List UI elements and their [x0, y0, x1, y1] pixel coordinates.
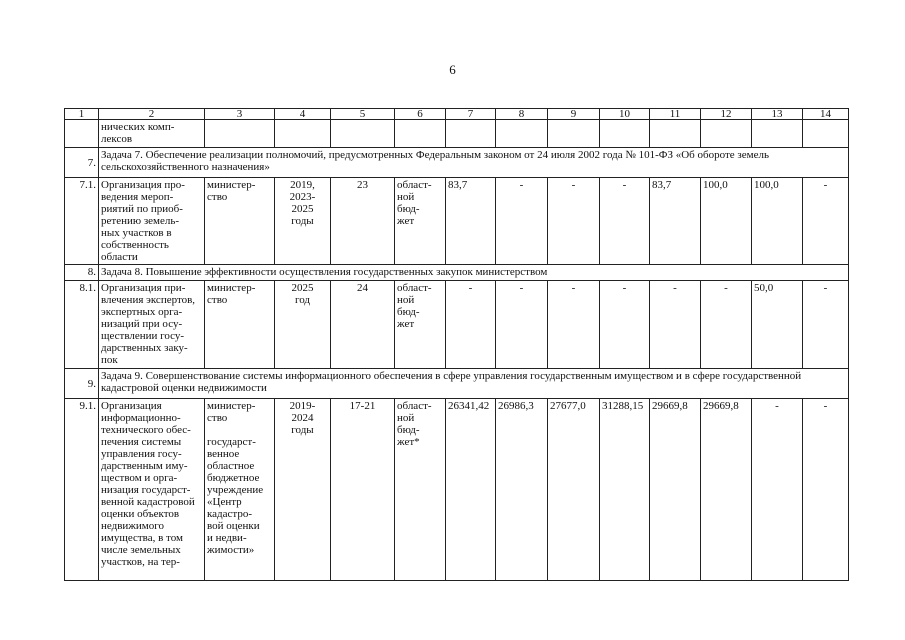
header-cell: 11: [650, 109, 701, 120]
cell-name: Организация информационно- технического обес- печения системы управления госу- дарственным иму- ществом и орга- низация государст- венной кадастровой оценки объектов недвижимого имущества, в том числе земельных участков, на тер-: [99, 399, 205, 581]
task-row: [65, 369, 849, 399]
cell-years: 2019, 2023- 2025 годы: [275, 178, 331, 265]
cell-c10: 31288,15: [600, 399, 650, 581]
table-row: [65, 399, 849, 581]
cell-c10: -: [600, 178, 650, 265]
cell-c9: -: [548, 178, 600, 265]
cell-c9: 27677,0: [548, 399, 600, 581]
cell-c8: -: [496, 281, 548, 369]
header-cell: 1: [65, 109, 99, 120]
cell-empty: [395, 120, 446, 148]
header-cell: 12: [701, 109, 752, 120]
cell-empty: [275, 120, 331, 148]
cell-name: Организация про- ведения мероп- риятий по приоб- ретению земель- ных участков в собственность области: [99, 178, 205, 265]
task-number: 9.: [65, 369, 99, 399]
cell-source: област- ной бюд- жет*: [395, 399, 446, 581]
cell-empty: [446, 120, 496, 148]
cell-name: нических комп- лексов: [99, 120, 205, 148]
header-cell: 6: [395, 109, 446, 120]
table-row: [65, 281, 849, 369]
task-title: Задача 9. Совершенствование системы информационного обеспечения в сфере управления государственным имуществом и в сфере государственной кадастровой оценки недвижимости: [99, 369, 849, 399]
task-row: [65, 265, 849, 281]
cell-c14: -: [803, 178, 849, 265]
header-cell: 5: [331, 109, 395, 120]
table-row: [65, 178, 849, 265]
page-number: 6: [449, 62, 456, 77]
cell-years: 2019- 2024 годы: [275, 399, 331, 581]
header-cell: 2: [99, 109, 205, 120]
cell-c10: -: [600, 281, 650, 369]
cell-c14: -: [803, 399, 849, 581]
header-cell: 14: [803, 109, 849, 120]
cell-c12: 29669,8: [701, 399, 752, 581]
cell-executor: министер- ство государст- венное областное бюджетное учреждение «Центр кадастро- вой оценки и недви- жимости»: [205, 399, 275, 581]
task-title: Задача 7. Обеспечение реализации полномочий, предусмотренных Федеральным законом от 24 июля 2002 года № 101-ФЗ «Об обороте земель сельскохозяйственного назначения»: [99, 148, 849, 178]
header-cell: 8: [496, 109, 548, 120]
cell-c5: 23: [331, 178, 395, 265]
header-cell: 4: [275, 109, 331, 120]
cell-empty: [205, 120, 275, 148]
task-number: 7.: [65, 148, 99, 178]
cell-c11: -: [650, 281, 701, 369]
row-number: 8.1.: [65, 281, 99, 369]
cell-c11: 29669,8: [650, 399, 701, 581]
task-number: 8.: [65, 265, 99, 281]
cell-c12: -: [701, 281, 752, 369]
cell-empty: [803, 120, 849, 148]
cell-empty: [752, 120, 803, 148]
cell-c13: -: [752, 399, 803, 581]
cell-empty: [600, 120, 650, 148]
task-title: Задача 8. Повышение эффективности осуществления государственных закупок министерством: [99, 265, 849, 281]
cell-num: [65, 120, 99, 148]
table-row: [65, 120, 849, 148]
header-cell: 7: [446, 109, 496, 120]
cell-c14: -: [803, 281, 849, 369]
cell-c9: -: [548, 281, 600, 369]
header-cell: 10: [600, 109, 650, 120]
cell-years: 2025 год: [275, 281, 331, 369]
cell-executor: министер- ство: [205, 281, 275, 369]
cell-c8: -: [496, 178, 548, 265]
cell-name: Организация при- влечения экспертов, экспертных орга- низаций при осу- ществлении госу- дарственных заку- пок: [99, 281, 205, 369]
cell-executor: министер- ство: [205, 178, 275, 265]
cell-source: област- ной бюд- жет: [395, 281, 446, 369]
task-row: [65, 148, 849, 178]
row-number: 9.1.: [65, 399, 99, 581]
cell-source: област- ной бюд- жет: [395, 178, 446, 265]
cell-c8: 26986,3: [496, 399, 548, 581]
cell-c13: 50,0: [752, 281, 803, 369]
row-number: 7.1.: [65, 178, 99, 265]
cell-c7: -: [446, 281, 496, 369]
program-table: [64, 108, 849, 581]
header-cell: 3: [205, 109, 275, 120]
header-cell: 9: [548, 109, 600, 120]
cell-empty: [331, 120, 395, 148]
cell-c13: 100,0: [752, 178, 803, 265]
cell-c5: 17-21: [331, 399, 395, 581]
cell-c7: 83,7: [446, 178, 496, 265]
cell-c12: 100,0: [701, 178, 752, 265]
table-header-row: [65, 109, 849, 120]
cell-c7: 26341,42: [446, 399, 496, 581]
cell-empty: [496, 120, 548, 148]
cell-empty: [701, 120, 752, 148]
cell-empty: [650, 120, 701, 148]
cell-c11: 83,7: [650, 178, 701, 265]
cell-c5: 24: [331, 281, 395, 369]
header-cell: 13: [752, 109, 803, 120]
cell-empty: [548, 120, 600, 148]
